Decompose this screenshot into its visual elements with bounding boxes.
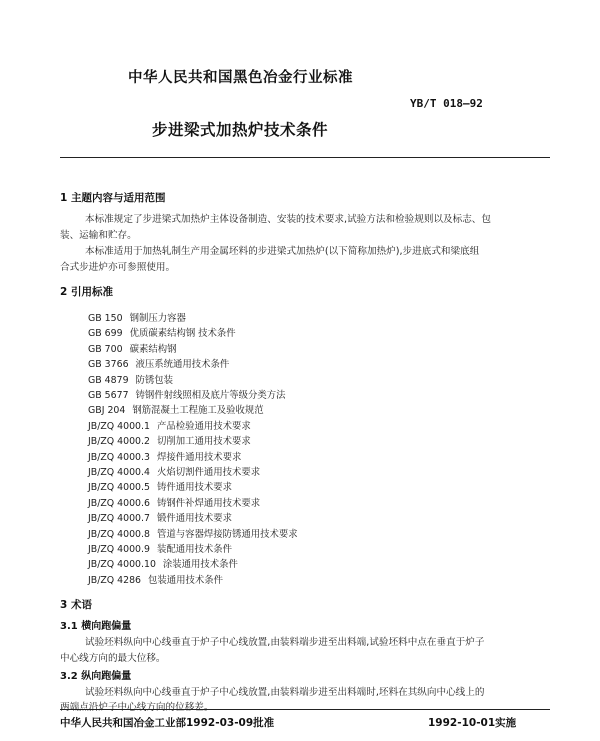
section-1-paragraph-1-line-2: 装、运输和贮存。: [60, 230, 137, 241]
reference-code: JB/ZQ 4000.2: [88, 436, 150, 448]
reference-title: 防锈包装: [135, 374, 174, 386]
reference-title: 铸钢件补焊通用技术要求: [156, 497, 261, 509]
reference-code: JB/ZQ 4000.1: [88, 420, 150, 432]
industry-standard-heading: 中华人民共和国黑色冶金行业标准: [128, 70, 353, 86]
reference-title: 包装通用技术条件: [148, 574, 224, 586]
effective-date: 1992-10-01实施: [428, 717, 517, 729]
reference-title: 铸件通用技术要求: [156, 482, 232, 494]
reference-item: [88, 526, 298, 540]
section-1-paragraph-2-line-1: 本标准适用于加热轧制生产用金属坯料的步进梁式加热炉(以下简称加热炉),步进底式和梁底组: [85, 246, 480, 257]
reference-code: GB 700: [88, 343, 123, 355]
reference-item: [88, 418, 251, 432]
reference-code: JB/ZQ 4000.6: [88, 497, 150, 509]
reference-code: JB/ZQ 4286: [88, 574, 141, 586]
section-3-1-line-1: 试验坯料纵向中心线垂直于炉子中心线放置,由装料端步进至出料端,试验坯料中点在垂直于炉子: [85, 637, 485, 648]
reference-code: JB/ZQ 4000.5: [88, 482, 150, 494]
reference-item: [88, 572, 223, 586]
section-1-paragraph-2-line-2: 合式步进炉亦可参照使用。: [60, 262, 176, 273]
reference-item: [88, 433, 251, 447]
reference-code: JB/ZQ 4000.8: [88, 528, 150, 540]
section-3-2-heading: 3.2 纵向跑偏量: [60, 671, 132, 682]
reference-title: 火焰切割件通用技术要求: [156, 467, 261, 478]
reference-title: 钢筋混凝土工程施工及验收规范: [132, 405, 264, 417]
reference-item: [88, 341, 176, 355]
reference-item: [88, 479, 232, 493]
header-divider: [60, 157, 550, 158]
reference-title: 优质碳素结构钢 技术条件: [129, 328, 236, 340]
reference-item: [88, 325, 236, 339]
reference-item: [88, 495, 260, 509]
reference-title: 管道与容器焊接防锈通用技术要求: [156, 528, 298, 540]
reference-title: 锻件通用技术要求: [156, 513, 232, 525]
reference-item: [88, 556, 238, 570]
reference-title: 涂装通用技术条件: [162, 559, 238, 571]
reference-code: JB/ZQ 4000.7: [88, 513, 150, 525]
reference-code: JB/ZQ 4000.9: [88, 544, 150, 555]
reference-code: GBJ 204: [88, 405, 126, 417]
section-1-paragraph-1-line-1: 本标准规定了步进梁式加热炉主体设备制造、安装的技术要求,试验方法和检验规则以及标志、包: [85, 214, 491, 225]
reference-item: [88, 372, 173, 386]
reference-title: 液压系统通用技术条件: [135, 359, 230, 371]
reference-code: JB/ZQ 4000.10: [88, 559, 156, 571]
section-3-2-line-1: 试验坯料纵向中心线垂直于炉子中心线放置,由装料端步进至出料端时,坯料在其纵向中心线上的: [85, 687, 485, 698]
reference-item: [88, 402, 264, 416]
reference-title: 切削加工通用技术要求: [156, 436, 251, 448]
reference-code: JB/ZQ 4000.4: [88, 467, 150, 478]
reference-title: 装配通用技术条件: [156, 544, 232, 555]
reference-code: GB 150: [88, 313, 123, 324]
reference-code: GB 699: [88, 328, 123, 340]
approval-line: 中华人民共和国冶金工业部1992-03-09批准: [60, 717, 275, 729]
section-3-1-line-2: 中心线方向的最大位移。: [60, 653, 166, 664]
section-3-2-line-2: 两端点沿炉子中心线方向的位移差。: [60, 702, 214, 713]
section-3-heading: 3 术语: [60, 599, 92, 611]
reference-title: 铸钢件射线照相及底片等级分类方法: [135, 390, 286, 401]
reference-item: [88, 464, 260, 478]
reference-item: [88, 310, 186, 324]
section-2-heading: 2 引用标准: [60, 286, 113, 298]
reference-code: JB/ZQ 4000.3: [88, 451, 150, 463]
reference-item: [88, 356, 229, 370]
reference-code: GB 3766: [88, 359, 129, 371]
reference-title: 钢制压力容器: [129, 313, 186, 324]
reference-title: 产品检验通用技术要求: [156, 420, 251, 432]
section-1-heading: 1 主题内容与适用范围: [60, 192, 166, 204]
reference-item: [88, 387, 286, 401]
document-title: 步进梁式加热炉技术条件: [152, 121, 329, 139]
reference-item: [88, 510, 232, 524]
reference-title: 碳素结构钢: [129, 343, 177, 355]
standard-code: YB/T 018—92: [410, 97, 483, 110]
reference-item: [88, 541, 232, 555]
reference-title: 焊接件通用技术要求: [156, 451, 242, 463]
footer-divider: [60, 709, 550, 710]
reference-code: GB 4879: [88, 374, 129, 386]
reference-item: [88, 449, 241, 463]
reference-code: GB 5677: [88, 390, 129, 401]
section-3-1-heading: 3.1 横向跑偏量: [60, 621, 132, 632]
